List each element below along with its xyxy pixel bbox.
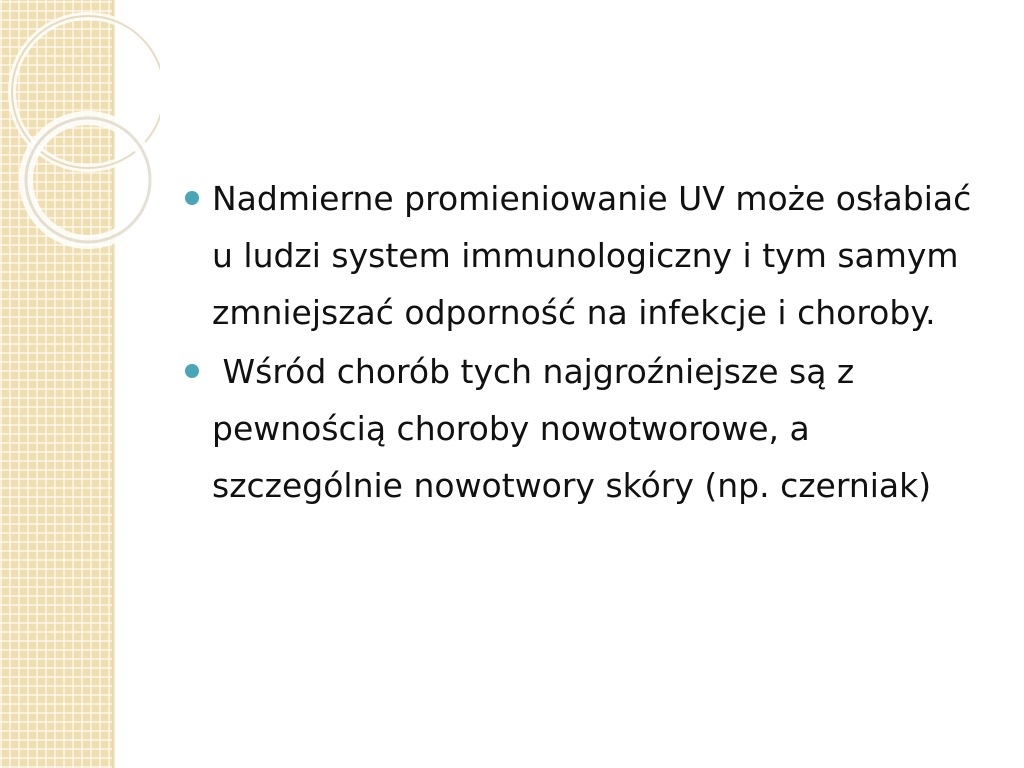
bullet-text: Wśród chorób tych najgroźniejsze są z pewnością choroby nowotworowe, a szczególnie nowotwory skóry (np. czerniak) [212, 352, 932, 505]
bullet-list [184, 170, 994, 514]
bullet-text: Nadmierne promieniowanie UV może osłabiać u ludzi system immunologiczny i tym samym zmniejszać odporność na infekcje i choroby. [212, 179, 972, 332]
bullet-dot-icon [185, 364, 199, 378]
bullet-dot-icon [185, 191, 199, 205]
ring-decoration-icon [0, 0, 160, 260]
slide-content [184, 170, 994, 516]
list-item [184, 170, 994, 341]
list-item [184, 343, 994, 514]
